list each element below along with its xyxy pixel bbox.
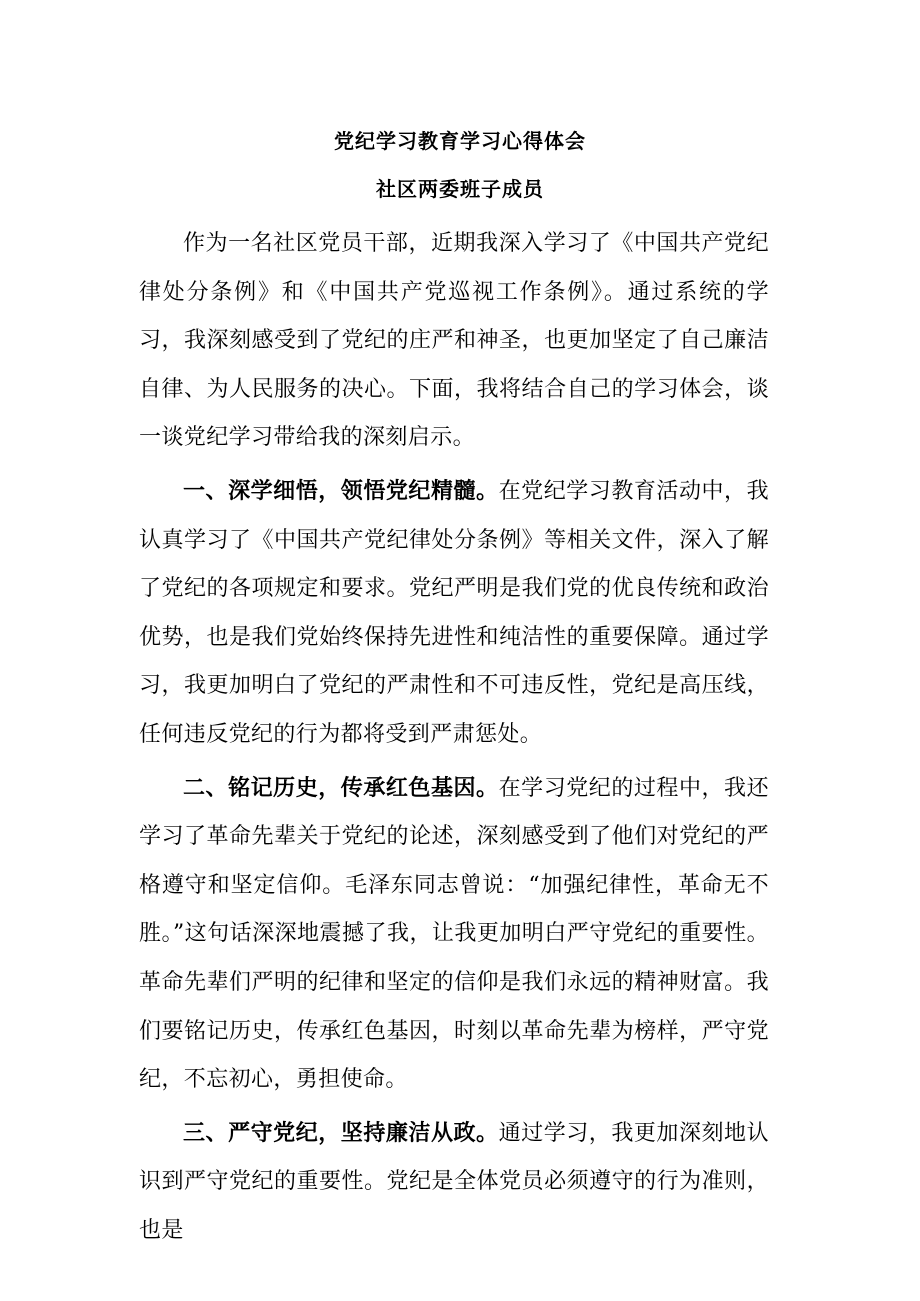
section-heading-3: 三、严守党纪，坚持廉洁从政。	[183, 1119, 499, 1146]
section-body-1: 在党纪学习教育活动中，我认真学习了《中国共产党纪律处分条例》等相关文件，深入了解了党纪的各项规定和要求。党纪严明是我们党的优良传统和政治优势，也是我们党始终保持先进性和纯洁性的重要保障。通过学习，我更加明白了党纪的严肃性和不可违反性，党纪是高压线，任何违反党纪的行为都将受到严肃惩处。	[139, 478, 769, 747]
section-paragraph-2	[139, 764, 769, 1105]
section-body-2: 在学习党纪的过程中，我还学习了革命先辈关于党纪的论述，深刻感受到了他们对党纪的严格遵守和坚定信仰。毛泽东同志曾说：“加强纪律性，革命无不胜。”这句话深深地震撼了我，让我更加明白严守党纪的重要性。革命先辈们严明的纪律和坚定的信仰是我们永远的精神财富。我们要铭记历史，传承红色基因，时刻以革命先辈为榜样，严守党纪，不忘初心，勇担使命。	[139, 775, 769, 1093]
document-body	[139, 220, 769, 1255]
intro-paragraph: 作为一名社区党员干部，近期我深入学习了《中国共产党纪律处分条例》和《中国共产党巡视工作条例》。通过系统的学习，我深刻感受到了党纪的庄严和神圣，也更加坚定了自己廉洁自律、为人民服务的决心。下面，我将结合自己的学习体会，谈一谈党纪学习带给我的深刻启示。	[139, 231, 769, 451]
section-body-3: 通过学习，我更加深刻地认识到严守党纪的重要性。党纪是全体党员必须遵守的行为准则，也是	[139, 1120, 769, 1243]
section-heading-2: 二、铭记历史，传承红色基因。	[183, 774, 499, 801]
document-title: 党纪学习教育学习心得体会	[334, 129, 586, 153]
section-heading-1: 一、深学细悟，领悟党纪精髓。	[183, 477, 499, 504]
section-paragraph-3	[139, 1109, 769, 1256]
section-paragraph-1	[139, 467, 769, 760]
document-subtitle: 社区两委班子成员	[376, 177, 544, 201]
